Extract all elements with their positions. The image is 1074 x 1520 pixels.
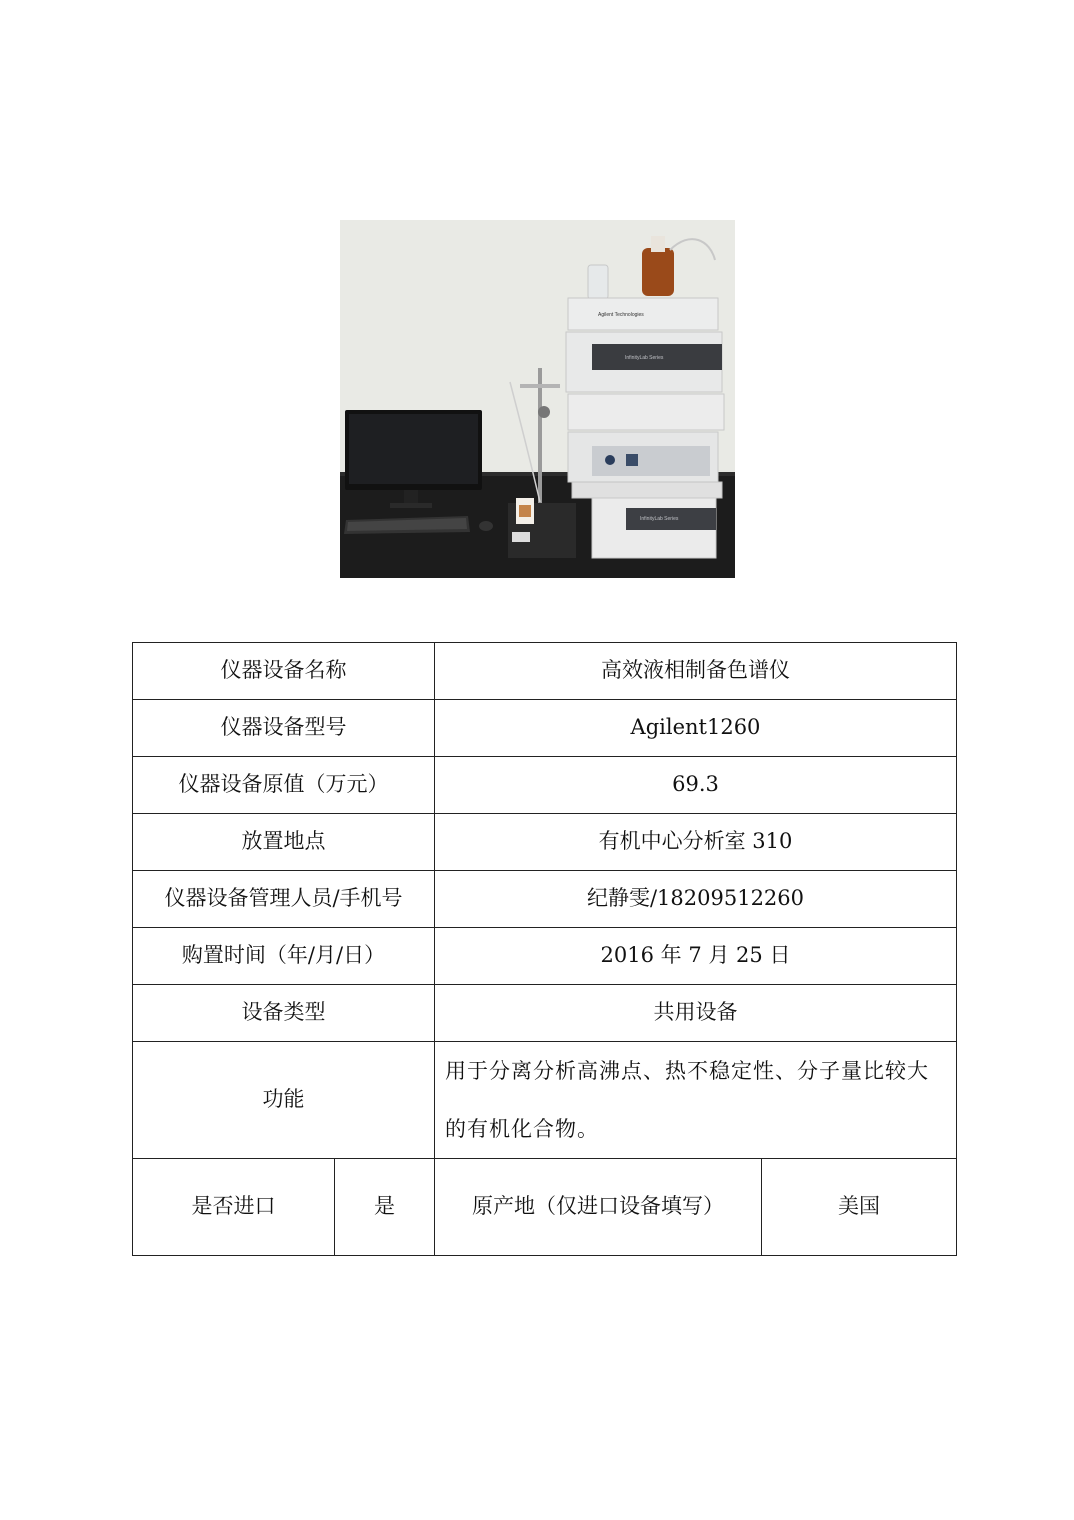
equipment-info-table (132, 642, 957, 1256)
table-row (133, 1159, 957, 1256)
purchase-date-value: 2016 年 7 月 25 日 (435, 928, 957, 985)
table-row (133, 985, 957, 1042)
imported-value: 是 (335, 1159, 435, 1256)
manager-label: 仪器设备管理人员/手机号 (133, 871, 435, 928)
table-row (133, 643, 957, 700)
equipment-type-label: 设备类型 (133, 985, 435, 1042)
table-row (133, 814, 957, 871)
function-value: 用于分离分析高沸点、热不稳定性、分子量比较大的有机化合物。 (435, 1042, 957, 1159)
origin-value: 美国 (762, 1159, 957, 1256)
function-label: 功能 (133, 1042, 435, 1159)
original-value-value: 69.3 (435, 757, 957, 814)
location-value: 有机中心分析室 310 (435, 814, 957, 871)
table-row (133, 871, 957, 928)
panel-label-lower: InfinityLab Series (640, 516, 679, 522)
original-value-label: 仪器设备原值（万元） (133, 757, 435, 814)
manager-value: 纪静雯/18209512260 (435, 871, 957, 928)
imported-label: 是否进口 (133, 1159, 335, 1256)
instrument-photo (340, 220, 735, 578)
location-label: 放置地点 (133, 814, 435, 871)
table-row (133, 700, 957, 757)
equipment-model-label: 仪器设备型号 (133, 700, 435, 757)
equipment-type-value: 共用设备 (435, 985, 957, 1042)
table-row (133, 1042, 957, 1159)
equipment-model-value: Agilent1260 (435, 700, 957, 757)
panel-label-upper: InfinityLab Series (625, 355, 664, 361)
brand-label: Agilent Technologies (598, 312, 644, 318)
table-row (133, 928, 957, 985)
equipment-name-value: 高效液相制备色谱仪 (435, 643, 957, 700)
purchase-date-label: 购置时间（年/月/日） (133, 928, 435, 985)
table-row (133, 757, 957, 814)
equipment-name-label: 仪器设备名称 (133, 643, 435, 700)
origin-label: 原产地（仅进口设备填写） (435, 1159, 762, 1256)
